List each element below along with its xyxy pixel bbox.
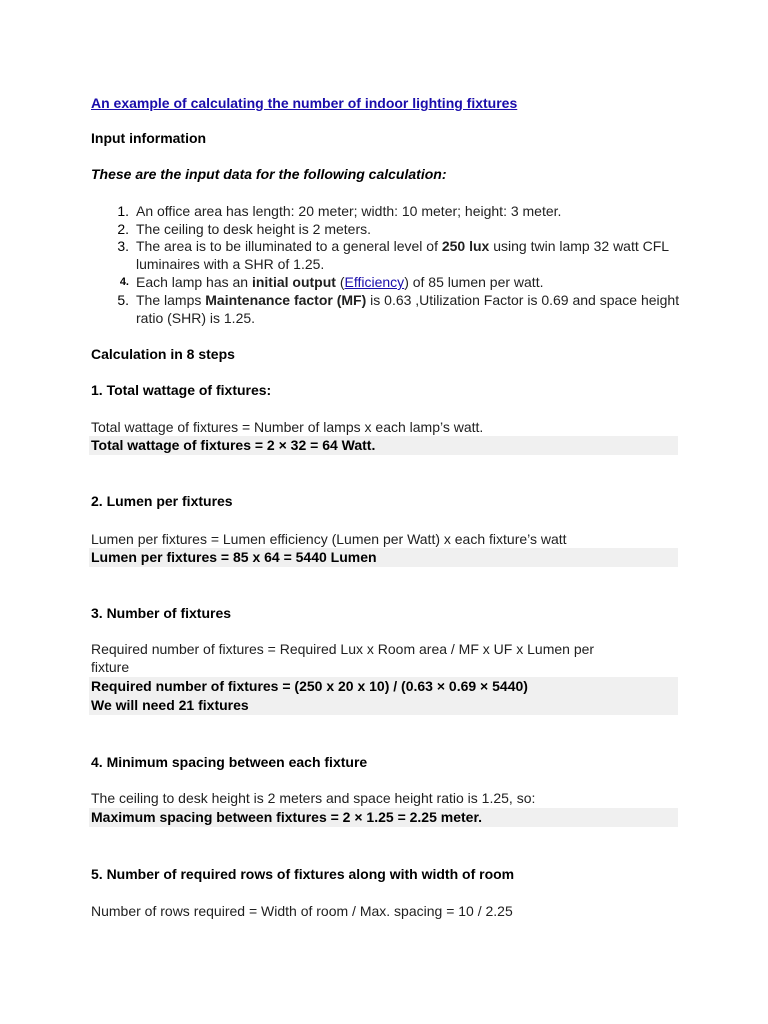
list-text: The ceiling to desk height is 2 meters. [136,221,372,237]
list-number: 1. [117,203,129,219]
step3-text-line1: Required number of fixtures = Required Lux x Room area / MF x UF x Lumen per [91,641,595,657]
step3-result-formula: Required number of fixtures = (250 x 20 x 10) / (0.63 × 0.69 × 5440) [91,678,528,694]
list-number: 2. [117,221,129,237]
step2-result: Lumen per fixtures = 85 x 64 = 5440 Lumen [89,548,678,567]
step1-heading: 1. Total wattage of fixtures: [91,382,272,398]
step2-heading: 2. Lumen per fixtures [91,493,233,509]
list-number: 4. [119,276,129,288]
step1-text: Total wattage of fixtures = Number of lamps x each lamp’s watt. [91,419,484,435]
step4-text: The ceiling to desk height is 2 meters and space height ratio is 1.25, so: [91,790,536,806]
step5-text: Number of rows required = Width of room / Max. spacing = 10 / 2.25 [91,903,513,919]
list-text: Each lamp has an initial output (Efficiency) of 85 lumen per watt. [136,274,544,290]
step4-heading: 4. Minimum spacing between each fixture [91,754,368,770]
list-text: The area is to be illuminated to a general level of 250 lux using twin lamp 32 watt CFL luminaires with a SHR of 1.25. [136,238,669,272]
step3-result-answer: We will need 21 fixtures [91,697,249,713]
list-number: 3. [117,238,129,254]
step2-text: Lumen per fixtures = Lumen efficiency (Lumen per Watt) x each fixture’s watt [91,531,567,547]
step3-text-line2: fixture [91,659,130,675]
input-subheading: These are the input data for the following calculation: [91,166,447,182]
step1-result: Total wattage of fixtures = 2 × 32 = 64 Watt. [89,436,678,455]
input-heading: Input information [91,130,207,146]
list-number: 5. [117,292,129,308]
list-text: An office area has length: 20 meter; width: 10 meter; height: 3 meter. [136,203,562,219]
step3-heading: 3. Number of fixtures [91,605,232,621]
document-title-link[interactable]: An example of calculating the number of indoor lighting fixtures [91,95,518,111]
step5-heading: 5. Number of required rows of fixtures along with width of room [91,866,515,882]
list-text: The lamps Maintenance factor (MF) is 0.63 ,Utilization Factor is 0.69 and space height ratio (SHR) is 1.25. [136,292,680,326]
efficiency-link[interactable]: Efficiency [344,274,405,290]
step3-result-block [89,677,678,715]
calculation-heading: Calculation in 8 steps [91,346,235,362]
step4-result: Maximum spacing between fixtures = 2 × 1.25 = 2.25 meter. [89,808,678,827]
lux-value: 250 lux [441,238,490,254]
